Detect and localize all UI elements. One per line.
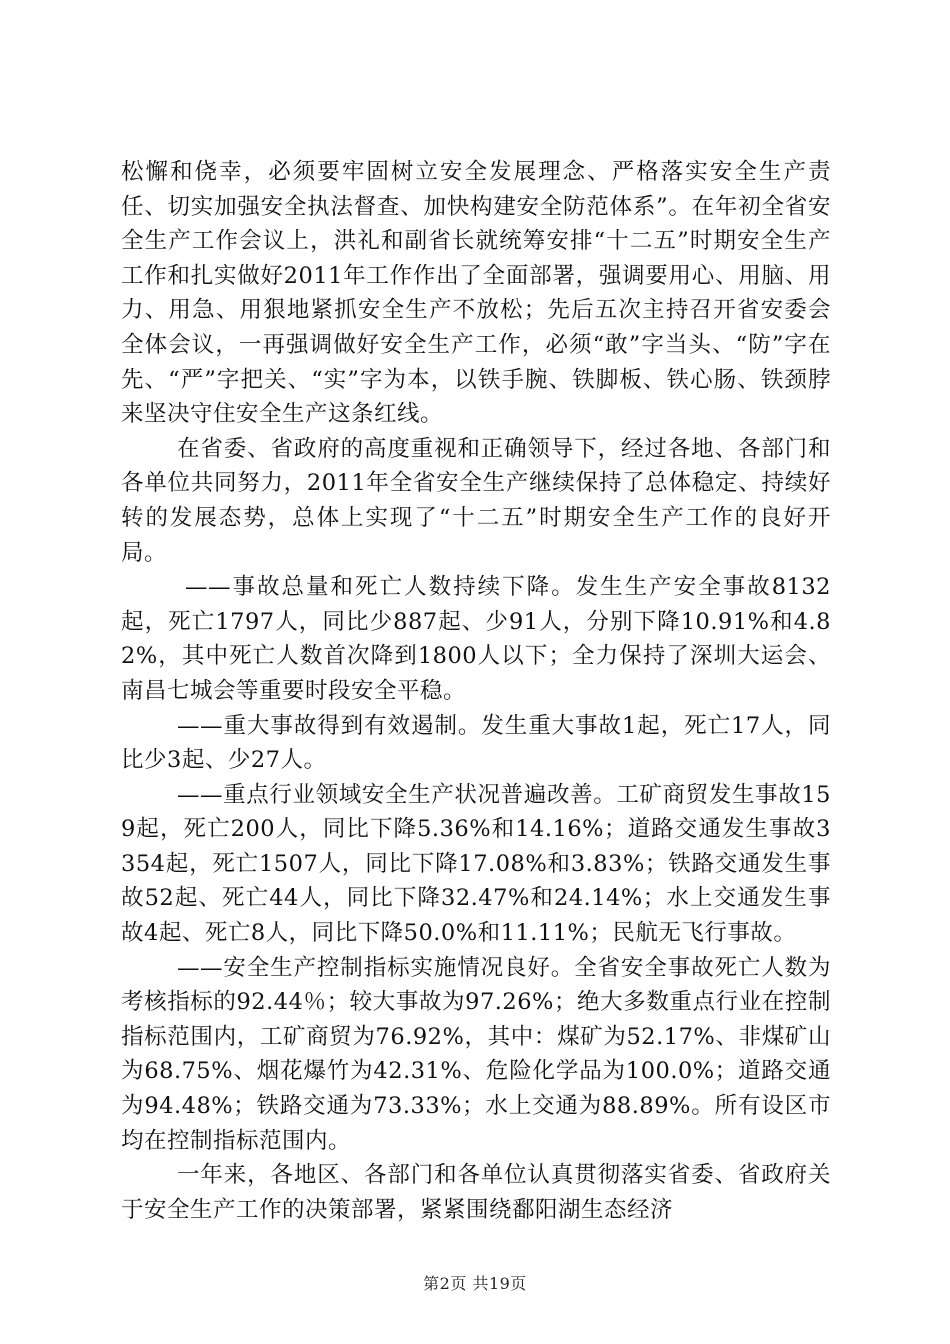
page-footer: 第2页 共19页 <box>423 1274 527 1293</box>
paragraph-accident-totals: ——事故总量和死亡人数持续下降。发生生产安全事故8132起，死亡1797人，同比少887起、少91人，分别下降10.91%和4.82%，其中死亡人数首次降到1800人以下；全力保持了深圳大运会、南昌七城会等重要时段安全平稳。 <box>121 574 831 704</box>
document-body <box>121 155 831 1227</box>
paragraph-year-review: 一年来，各地区、各部门和各单位认真贯彻落实省委、省政府关于安全生产工作的决策部署，紧紧围绕鄱阳湖生态经济 <box>121 1162 831 1223</box>
paragraph-continuation: 松懈和侥幸，必须要牢固树立安全发展理念、严格落实安全生产责任、切实加强安全执法督查、加快构建安全防范体系”。在年初全省安全生产工作会议上，洪礼和副省长就统筹安排“十二五”时期安全生产工作和扎实做好2011年工作作出了全面部署，强调要用心、用脑、用力、用急、用狠地紧抓安全生产不放松；先后五次主持召开省安委会全体会议，一再强调做好安全生产工作，必须“敢”字当头、“防”字在先、“严”字把关、“实”字为本，以铁手腕、铁脚板、铁心肠、铁颈脖来坚决守住安全生产这条红线。 <box>121 159 831 428</box>
paragraph-overview: 在省委、省政府的高度重视和正确领导下，经过各地、各部门和各单位共同努力，2011年全省安全生产继续保持了总体稳定、持续好转的发展态势，总体上实现了“十二五”时期安全生产工作的良好开局。 <box>121 435 831 566</box>
paragraph-control-indicators: ——安全生产控制指标实施情况良好。全省安全事故死亡人数为考核指标的92.44％；较大事故为97.26%；绝大多数重点行业在控制指标范围内，工矿商贸为76.92%，其中：煤矿为52.17%、非煤矿山为68.75%、烟花爆竹为42.31%、危险化学品为100.0%；道路交通为94.48%；铁路交通为73.33%；水上交通为88.89%。所有设区市均在控制指标范围内。 <box>121 954 831 1154</box>
paragraph-major-accidents: ——重大事故得到有效遏制。发生重大事故1起，死亡17人，同比少3起、少27人。 <box>121 712 831 774</box>
paragraph-key-industries: ——重点行业领域安全生产状况普遍改善。工矿商贸发生事故159起，死亡200人，同比下降5.36%和14.16%；道路交通发生事故3354起，死亡1507人，同比下降17.08%和3.83%；铁路交通发生事故52起、死亡44人，同比下降32.47%和24.14%；水上交通发生事故4起、死亡8人，同比下降50.0%和11.11%；民航无飞行事故。 <box>121 781 831 947</box>
